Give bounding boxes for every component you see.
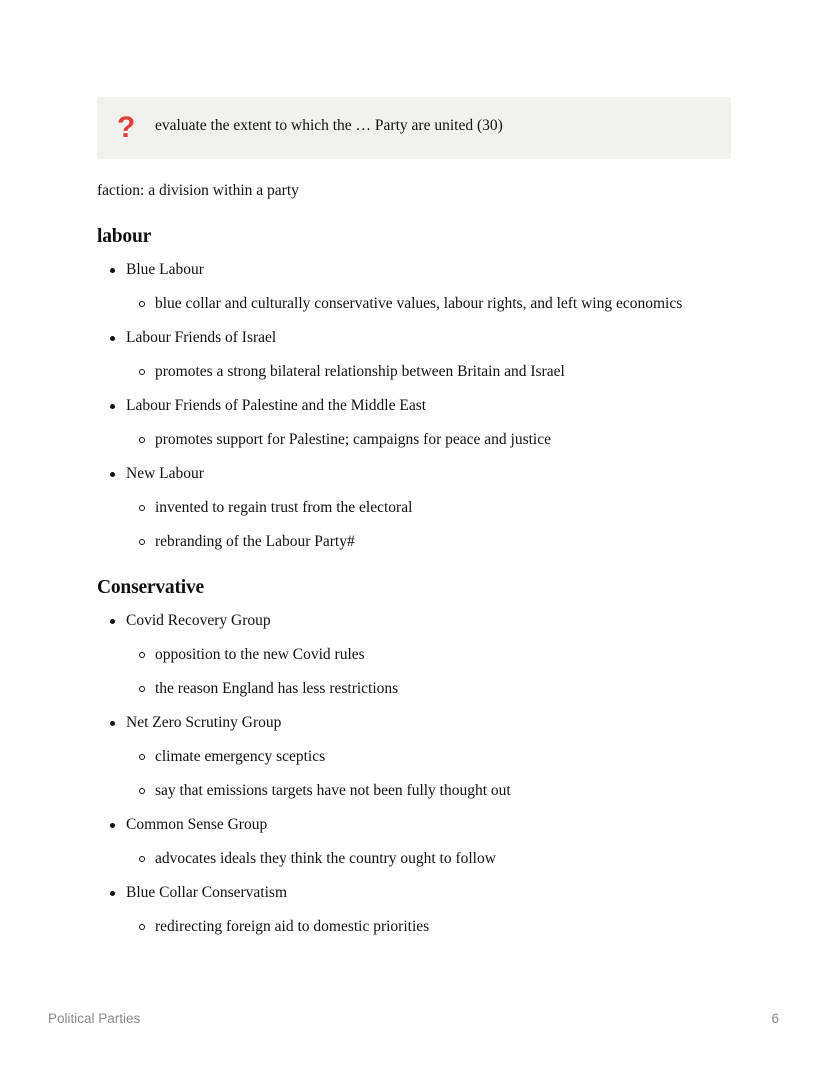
sub-list-item: invented to regain trust from the electoral xyxy=(97,491,757,525)
page-number: 6 xyxy=(771,1011,779,1026)
callout-text: evaluate the extent to which the … Party are united (30) xyxy=(155,117,503,134)
faction-list xyxy=(97,253,757,559)
question-mark-icon: ? xyxy=(117,111,136,144)
list-item: New Labour xyxy=(97,457,757,491)
list-item: Labour Friends of Israel xyxy=(97,321,757,355)
sub-list-item: blue collar and culturally conservative values, labour rights, and left wing economics xyxy=(97,287,757,321)
faction-list xyxy=(97,604,757,944)
list-item: Net Zero Scrutiny Group xyxy=(97,706,757,740)
sub-list-item: climate emergency sceptics xyxy=(97,740,757,774)
sub-list-item: rebranding of the Labour Party# xyxy=(97,525,757,559)
section-heading: labour xyxy=(97,226,152,247)
sub-list-item: advocates ideals they think the country ought to follow xyxy=(97,842,757,876)
list-item: Common Sense Group xyxy=(97,808,757,842)
footer-title: Political Parties xyxy=(48,1011,141,1026)
list-item: Covid Recovery Group xyxy=(97,604,757,638)
faction-definition: faction: a division within a party xyxy=(97,182,299,199)
sub-list-item: promotes a strong bilateral relationship between Britain and Israel xyxy=(97,355,757,389)
sub-list-item: opposition to the new Covid rules xyxy=(97,638,757,672)
list-item: Blue Collar Conservatism xyxy=(97,876,757,910)
sub-list-item: redirecting foreign aid to domestic priorities xyxy=(97,910,757,944)
list-item: Blue Labour xyxy=(97,253,757,287)
document-body xyxy=(97,177,757,944)
sub-list-item: promotes support for Palestine; campaigns for peace and justice xyxy=(97,423,757,457)
sub-list-item: the reason England has less restrictions xyxy=(97,672,757,706)
list-item: Labour Friends of Palestine and the Middle East xyxy=(97,389,757,423)
section-heading: Conservative xyxy=(97,577,204,598)
sub-list-item: say that emissions targets have not been fully thought out xyxy=(97,774,757,808)
